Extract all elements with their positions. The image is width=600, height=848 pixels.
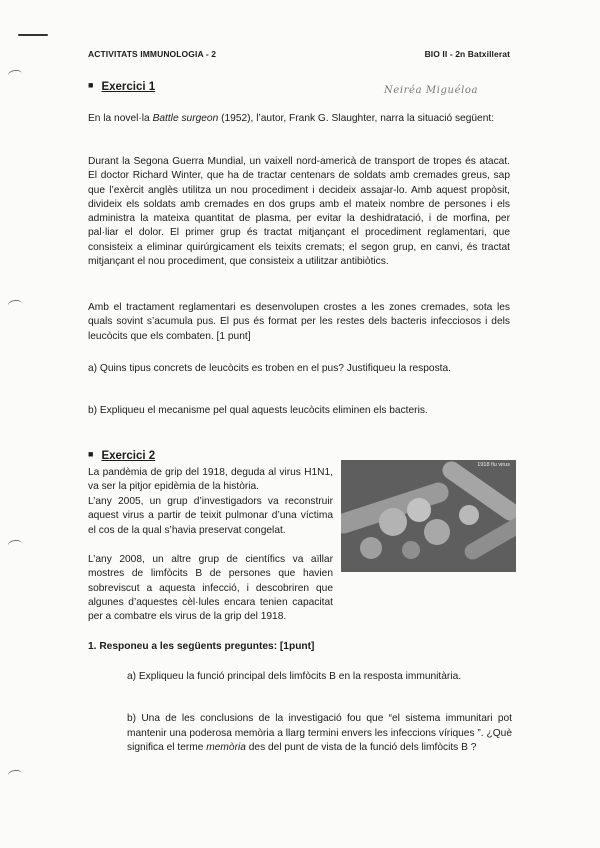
bullet-icon: ■ [88, 449, 94, 459]
exercise2-question-1: 1. Responeu a les següents preguntes: [1punt] [88, 641, 315, 652]
binder-hole-mark [7, 769, 22, 780]
header-course: BIO II - 2n Batxillerat [424, 49, 510, 59]
exercise2-text-2: L’any 2005, un grup d’investigadors va reconstruir aquest virus a partir de teixit pulmonar d’una víctima el cos de la qual s’havia preservat congelat. [88, 496, 333, 536]
exercise1-story: Durant la Segona Guerra Mundial, un vaixell nord-americà de transport de tropes és atacat. El doctor Richard Winter, que ha de tractar centenars de soldats amb cremades greus, sap que l’exèrcit anglès utilitza un nou procediment i decideix assajar-lo. Amb aquest propòsit, divideix els soldats amb cremades en dos grups amb el mateix nombre de persones i els administra la mateixa quantitat de plasma, per evitar la deshidratació, i de morfina, per pal·liar el dolor. El primer grup és tractat mitjançant el procediment reglamentari, que consisteix a eliminar quirúrgicament els teixits cremats; el segon grup, en canvi, és tractat mitjançant el nou procediment, que consisteix a utilitzar antibiòtics. [88, 156, 510, 268]
binder-hole-mark [7, 69, 22, 80]
binder-hole-mark [7, 539, 22, 550]
photo-caption: 1918 flu virus [477, 462, 510, 468]
exercise1-intro: En la novel·la Battle surgeon (1952), l’autor, Frank G. Slaughter, narra la situació següent: [88, 113, 495, 124]
exercise1-result: Amb el tractament reglamentari es desenvolupen crostes a les zones cremades, sota les quals sovint s’acumula pus. El pus és format per les restes dels bacteris infecciosos i dels leucòcits que els combaten. [1 punt] [88, 302, 510, 342]
exercise2-text-3: L’any 2008, un altre grup de científics va aïllar mostres de limfòcits B de persones que havien sobreviscut a aquesta infecció, i descobriren que algunes d’aquestes cèl·lules encara tenien capacitat per a combatre els virus de la grip del 1918. [88, 554, 333, 623]
term-memoria: memòria [206, 742, 246, 753]
exercise1-question-a: a) Quins tipus concrets de leucòcits es troben en el pus? Justifiqueu la resposta. [88, 363, 451, 374]
virus-illustration [341, 460, 516, 572]
flu-virus-micrograph [341, 460, 516, 572]
exercise2-text-1: La pandèmia de grip del 1918, deguda al virus H1N1, va ser la pitjor epidèmia de la història. [88, 467, 333, 493]
exercise2-question-b: b) Una de les conclusions de la investigació fou que “el sistema immunitari pot mantenir una poderosa memòria a llarg termini envers les infeccions víriques ”. ¿Què significa el terme memòria des del punt de vista de la funció dels limfòcits B ? [127, 713, 512, 753]
binder-hole-mark [7, 299, 22, 310]
exercise1-title: Exercici 1 [101, 81, 156, 93]
book-title: Battle surgeon [152, 113, 219, 124]
bullet-icon: ■ [88, 80, 94, 90]
handwritten-name: Neiréa Miguéloa [384, 85, 479, 96]
exercise2-question-a: a) Expliqueu la funció principal dels limfòcits B en la resposta immunitària. [127, 671, 462, 682]
scan-mark [18, 34, 48, 36]
header-title: ACTIVITATS IMMUNOLOGIA - 2 [88, 49, 217, 59]
exercise2-heading [88, 449, 155, 462]
exercise2-title: Exercici 2 [101, 450, 156, 462]
exercise1-heading [88, 80, 155, 93]
exercise1-question-b: b) Expliqueu el mecanisme pel qual aquests leucòcits eliminen els bacteris. [88, 405, 428, 416]
